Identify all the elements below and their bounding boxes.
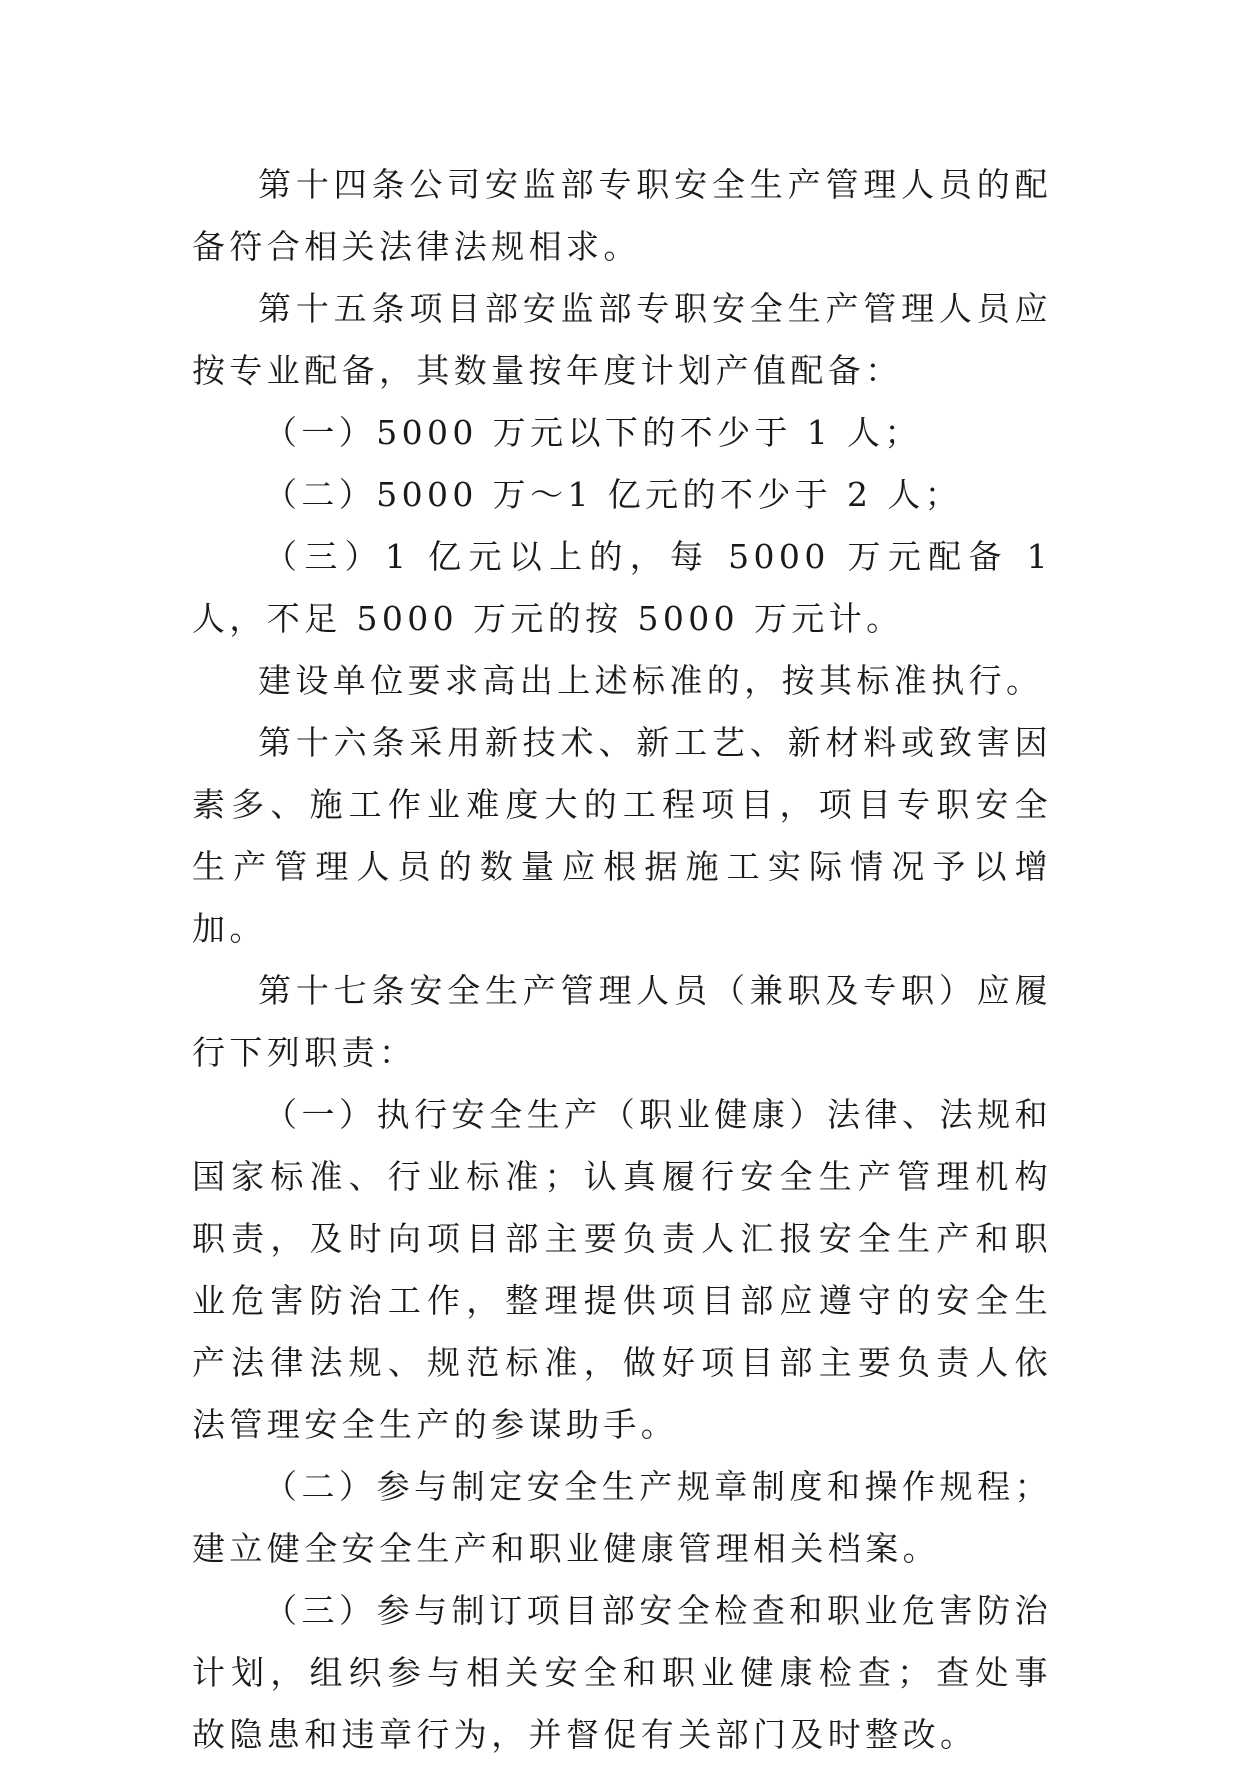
- article-15-item-1: （一）5000 万元以下的不少于 1 人；: [264, 413, 922, 452]
- article-14: 第十四条公司安监部专职安全生产管理人员的配备符合相关法律法规相求。: [192, 165, 1052, 266]
- article-16: 第十六条采用新技术、新工艺、新材料或致害因素多、施工作业难度大的工程项目，项目专职安全生产管理人员的数量应根据施工实际情况予以增加。: [192, 723, 1052, 948]
- article-15-item-2: （二）5000 万～1 亿元的不少于 2 人；: [264, 475, 963, 514]
- article-15-item-3: （三）1 亿元以上的，每 5000 万元配备 1 人，不足 5000 万元的按 5000 万元计。: [192, 537, 1052, 638]
- article-17-duty-3: （三）参与制订项目部安全检查和职业危害防治计划，组织参与相关安全和职业健康检查；查处事故隐患和违章行为，并督促有关部门及时整改。: [192, 1591, 1052, 1754]
- article-15-note: 建设单位要求高出上述标准的，按其标准执行。: [258, 661, 1044, 700]
- article-15: 第十五条项目部安监部专职安全生产管理人员应按专业配备，其数量按年度计划产值配备：: [192, 289, 1052, 390]
- article-17-duty-2: （二）参与制定安全生产规章制度和操作规程；建立健全安全生产和职业健康管理相关档案。: [192, 1467, 1052, 1568]
- document-body: [192, 154, 1052, 1766]
- article-17-duty-1: （一）执行安全生产（职业健康）法律、法规和国家标准、行业标准；认真履行安全生产管理机构职责，及时向项目部主要负责人汇报安全生产和职业危害防治工作，整理提供项目部应遵守的安全生产法律法规、规范标准，做好项目部主要负责人依法管理安全生产的参谋助手。: [192, 1095, 1052, 1444]
- article-17: 第十七条安全生产管理人员（兼职及专职）应履行下列职责：: [192, 971, 1052, 1072]
